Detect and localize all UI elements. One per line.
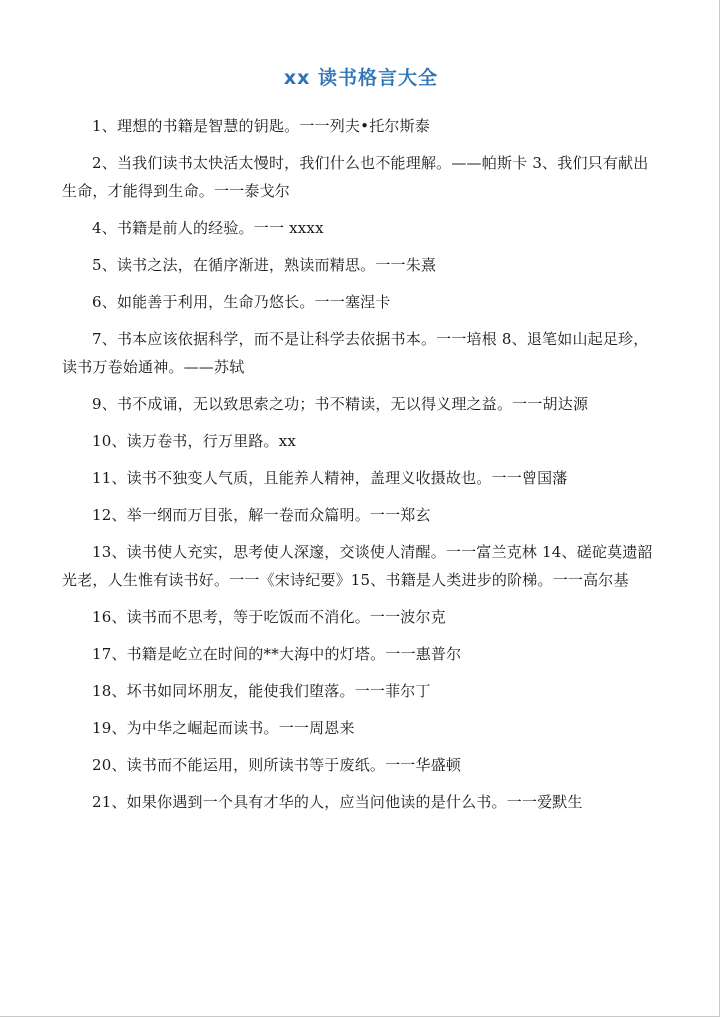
document-title: xx 读书格言大全 — [283, 67, 439, 89]
quote-paragraph: 6、如能善于利用，生命乃悠长。一一塞涅卡 — [92, 293, 391, 311]
quote-paragraph: 16、读书而不思考，等于吃饭而不消化。一一波尔克 — [92, 608, 446, 626]
quote-paragraph: 12、举一纲而万目张，解一卷而众篇明。一一郑玄 — [92, 506, 431, 524]
quote-paragraph: 7、书本应该依据科学，而不是让科学去依据书本。一一培根 8、退笔如山起足珍，读书万卷始通神。——苏轼 — [62, 330, 649, 376]
quote-paragraph: 1、理想的书籍是智慧的钥匙。一一列夫•托尔斯泰 — [92, 117, 430, 135]
quote-paragraph: 13、读书使人充实，思考使人深邃，交谈使人清醒。一一富兰克林 14、磋砣莫遗韶光老，人生惟有读书好。一一《宋诗纪要》15、书籍是人类进步的阶梯。一一高尔基 — [62, 543, 653, 589]
quote-paragraph: 20、读书而不能运用，则所读书等于废纸。一一华盛顿 — [92, 756, 462, 774]
quote-paragraph: 9、书不成诵，无以致思索之功；书不精读，无以得义理之益。一一胡达源 — [92, 395, 589, 413]
quote-paragraph: 4、书籍是前人的经验。一一 xxxx — [92, 219, 324, 237]
document-body — [62, 62, 660, 825]
quote-paragraph: 2、当我们读书太快活太慢时，我们什么也不能理解。——帕斯卡 3、我们只有献出生命，才能得到生命。一一泰戈尔 — [62, 154, 649, 200]
quote-paragraph: 11、读书不独变人气质，且能养人精神，盖理义收摄故也。一一曾国藩 — [92, 469, 568, 487]
quote-paragraph: 17、书籍是屹立在时间的**大海中的灯塔。一一惠普尔 — [92, 645, 462, 663]
quote-paragraph: 19、为中华之崛起而读书。一一周恩来 — [92, 719, 355, 737]
quote-paragraph: 21、如果你遇到一个具有才华的人，应当问他读的是什么书。一一爱默生 — [92, 793, 583, 811]
quote-paragraph: 10、读万卷书，行万里路。xx — [92, 432, 297, 450]
quote-paragraph: 18、坏书如同坏朋友，能使我们堕落。一一菲尔丁 — [92, 682, 431, 700]
quote-paragraph: 5、读书之法，在循序渐进，熟读而精思。一一朱熹 — [92, 256, 437, 274]
